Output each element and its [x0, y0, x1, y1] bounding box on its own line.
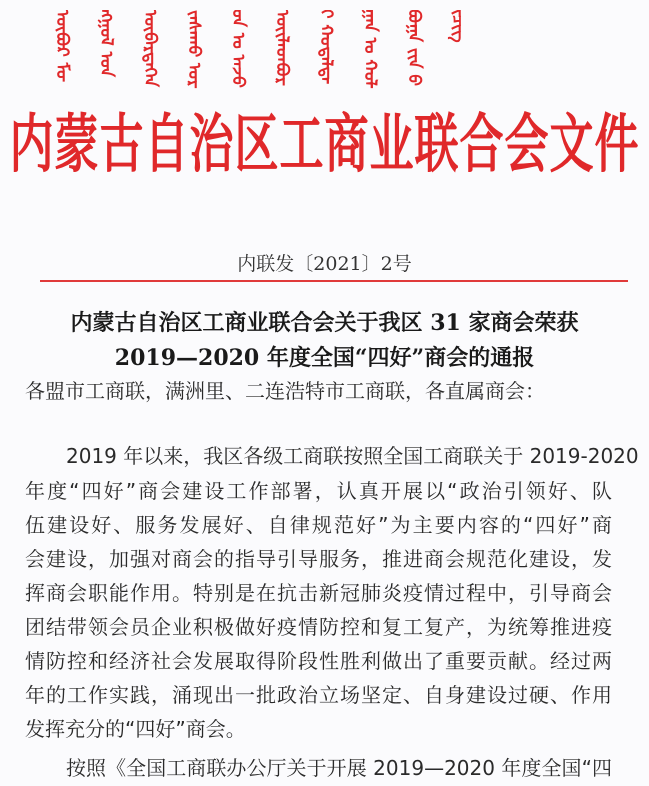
mongolian-title-header [40, 10, 620, 90]
body-line: 团结带领会员企业积极做好疫情防控和复工复产，为统筹推进疫 [25, 615, 612, 639]
notice-heading-line-1: 内蒙古自治区工商业联合会关于我区 31 家商会荣获 [70, 310, 579, 336]
red-divider [40, 280, 628, 282]
body-line: 2019 年以来，我区各级工商联按照全国工商联关于 2019-2020 [66, 444, 639, 468]
body-line: 按照《全国工商联办公厅关于开展 2019—2020 年度全国“四 [66, 756, 612, 780]
salutation: 各盟市工商联，满洲里、二连浩特市工商联，各直属商会： [25, 379, 545, 403]
body-line: 会建设，加强对商会的指导引导服务，推进商会规范化建设，发 [25, 547, 612, 571]
body-line: 挥商会职能作用。特别是在抗击新冠肺炎疫情过程中，引导商会 [25, 581, 612, 605]
body-line: 年的工作实践，涌现出一批政治立场坚定、自身建设过硬、作用 [25, 683, 612, 707]
body-line: 伍建设好、服务发展好、自律规范好”为主要内容的“四好”商 [25, 513, 612, 537]
body-line: 情防控和经济社会发展取得阶段性胜利做出了重要贡献。经过两 [25, 649, 612, 673]
document-number: 内联发〔2021〕2号 [237, 253, 412, 275]
document-issuer-title: 内蒙古自治区工商业联合会文件 [9, 107, 640, 182]
mongolian-title: ᠦᠪᠦᠷ ᠮᠣᠩᠭᠣᠯ ᠤᠨ ᠥᠪᠡᠷᠲᠡᠭᠡᠨ ᠵᠠᠰᠠᠬᠤ ᠣᠷᠣᠨ ᠤ ᠠᠵᠤ ᠦᠢᠯᠡᠳᠪᠦᠷᠢ ᠬᠤᠳᠠᠯᠳᠠᠭᠠᠨ ᠤ ᠬᠣᠯᠪᠣᠭᠠ ᠵᠢᠨ ᠪᠢᠴᠢᠭ [52, 10, 468, 88]
notice-heading-line-2: 2019—2020 年度全国“四好”商会的通报 [114, 345, 535, 371]
body-line: 年度“四好”商会建设工作部署，认真开展以“政治引领好、队 [25, 479, 612, 503]
body-line: 发挥充分的“四好”商会。 [25, 717, 246, 741]
